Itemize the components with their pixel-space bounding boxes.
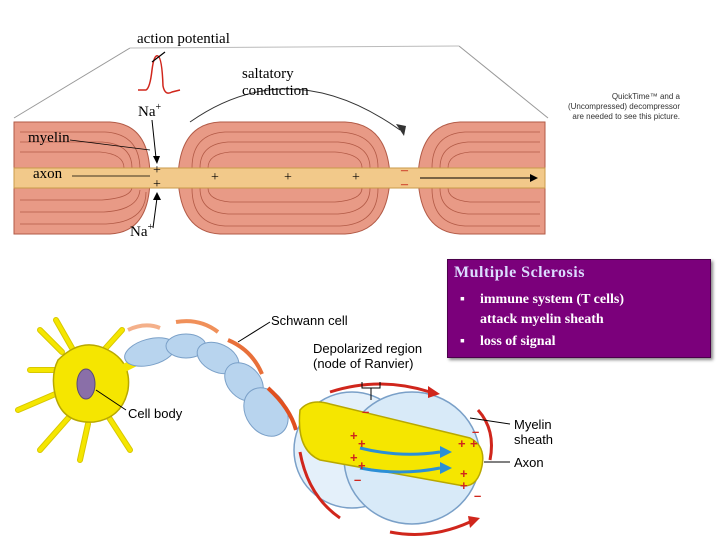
quicktime-line-1: QuickTime™ and a <box>611 92 680 101</box>
charge-minus-b: – <box>354 472 362 487</box>
charge-plus-3: + <box>352 170 360 185</box>
axon-closeup-label: Axon <box>514 455 544 470</box>
na-top-text: Na <box>138 104 156 120</box>
ms-title: Multiple Sclerosis <box>454 264 585 281</box>
ms-item-2: loss of signal <box>480 334 556 349</box>
depolarized-line-1: Depolarized region <box>313 341 423 356</box>
saltatory-conduction-label: saltatory conduction <box>242 66 309 99</box>
na-bottom-superscript: + <box>147 222 154 233</box>
myelin-label: myelin <box>28 130 70 146</box>
charge-minus-a: – <box>362 404 370 419</box>
charge-plus-node-1a: + <box>153 163 161 178</box>
saltatory-arc-head <box>396 124 406 136</box>
myelin-sheath-line-2: sheath <box>514 432 554 447</box>
myelin-sheath-line-1: Myelin <box>514 417 552 432</box>
cell-body-label: Cell body <box>128 406 183 421</box>
myelinated-neuron-diagram <box>0 300 720 540</box>
charge-plus-e: + <box>458 436 466 451</box>
charge-plus-1: + <box>211 170 219 185</box>
charge-plus-a: + <box>350 428 358 443</box>
ms-item-1: immune system (T cells) attack myelin sheath <box>480 292 624 327</box>
na-arrow-bottom <box>153 198 157 228</box>
nucleus <box>77 369 95 399</box>
na-arrow-top <box>152 120 156 158</box>
charge-minus-node-2a: – <box>401 163 408 178</box>
na-bottom-label <box>130 222 153 241</box>
charge-plus-d: + <box>358 458 366 473</box>
charge-minus-c: – <box>472 424 480 439</box>
action-potential-pointer <box>152 52 165 62</box>
quicktime-line-2: (Uncompressed) decompressor <box>567 102 680 111</box>
quicktime-line-3: are needed to see this picture. <box>572 112 680 121</box>
ms-bullet-1: ▪ <box>460 292 465 307</box>
myelin-sheath-label <box>514 417 553 447</box>
charge-plus-b: + <box>358 436 366 451</box>
depolarized-region-label <box>313 341 422 371</box>
action-potential-label: action potential <box>137 31 230 47</box>
action-potential-waveform <box>138 56 180 93</box>
schwann-pointer <box>238 322 270 342</box>
charge-minus-node-2b: – <box>401 177 408 192</box>
charge-plus-h: + <box>460 478 468 493</box>
charge-plus-c: + <box>350 450 358 465</box>
charge-plus-node-1b: + <box>153 177 161 192</box>
saltatory-conduction-diagram <box>0 0 720 260</box>
ms-bullet-2: ▪ <box>460 334 465 349</box>
charge-plus-g: + <box>460 466 468 481</box>
na-top-superscript: + <box>155 102 162 113</box>
na-top-label <box>138 102 161 121</box>
charge-minus-d: – <box>474 488 482 503</box>
schwann-cell-label: Schwann cell <box>271 313 348 328</box>
perspective-line-left <box>14 48 130 118</box>
perspective-line-right <box>459 46 548 118</box>
depolarized-line-2: (node of Ranvier) <box>313 356 414 371</box>
cell-body <box>18 320 140 460</box>
axon-label: axon <box>33 166 63 182</box>
charge-plus-f: + <box>470 436 478 451</box>
charge-plus-2: + <box>284 170 292 185</box>
na-arrow-bottom-head <box>153 192 161 200</box>
quicktime-placeholder <box>556 92 680 122</box>
na-bottom-text: Na <box>130 224 148 240</box>
